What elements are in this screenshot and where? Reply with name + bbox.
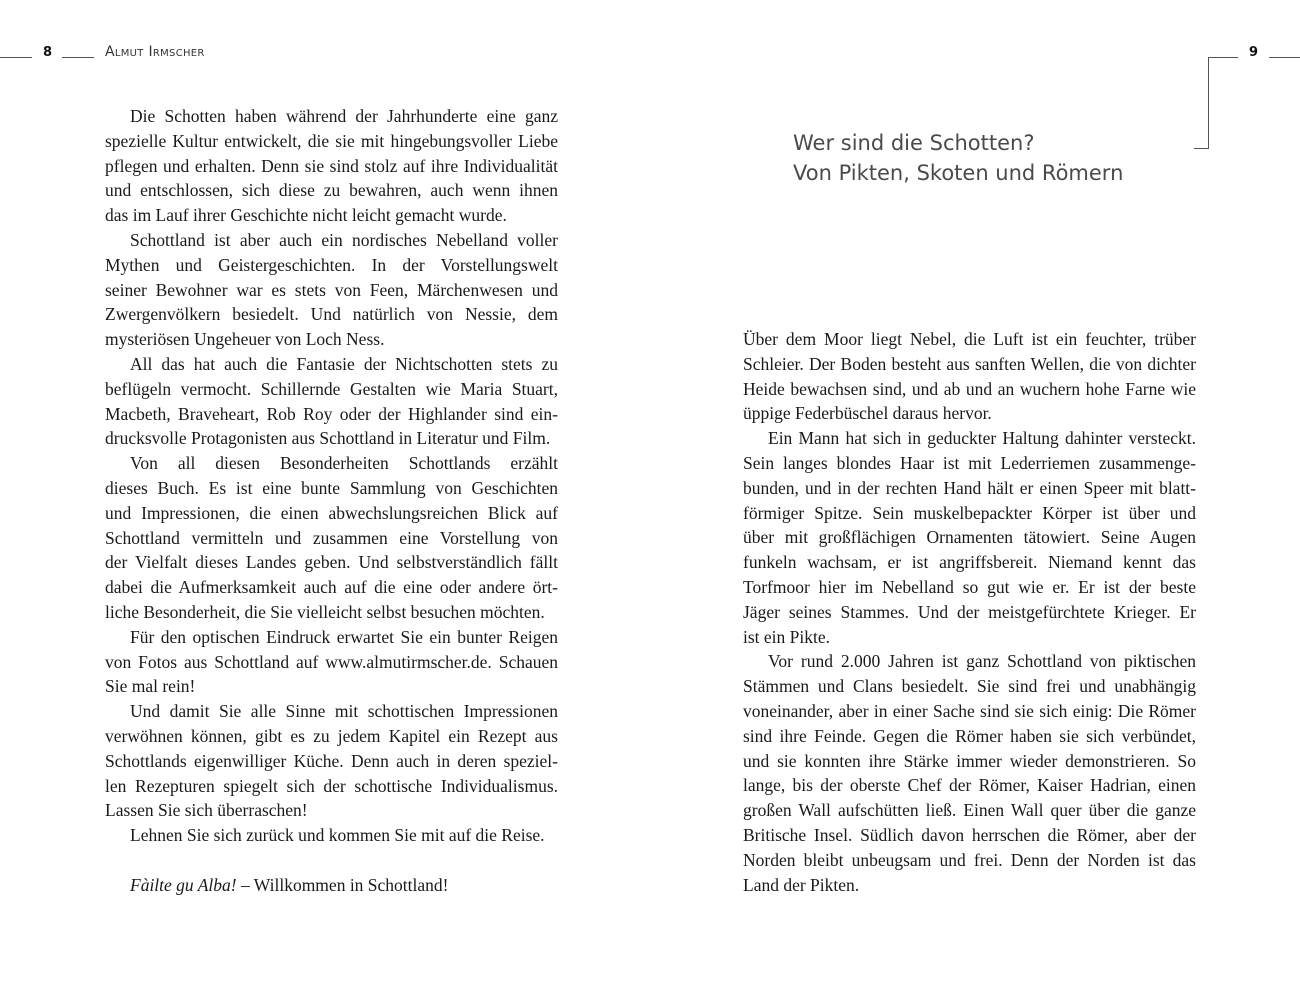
text-line: Land der Pikten.: [743, 874, 860, 895]
header-rule-left-outer: [0, 57, 32, 58]
text-line: Torfmoor hier im Nebelland so gut wie er. Er ist der beste: [743, 576, 1196, 597]
text-line: das im Lauf ihrer Geschichte nicht leicht gemacht wurde.: [105, 205, 507, 226]
header-rule-right-outer: [1269, 57, 1300, 58]
text-line: Für den optischen Eindruck erwartet Sie ein bunter Reigen: [130, 626, 558, 647]
text-line: bunden, und in der rechten Hand hält er einen Speer mit blatt-: [743, 477, 1196, 498]
text-line: lange, bis der oberste Chef der Römer, Kaiser Hadrian, einen: [743, 775, 1196, 796]
text-line: Norden bleibt unbeugsam und frei. Denn der Norden ist das: [743, 849, 1196, 870]
chapter-corner-mark-vertical: [1208, 57, 1209, 149]
closing-motto: [105, 873, 558, 898]
paragraph: [105, 451, 558, 625]
text-line: Sie mal rein!: [105, 676, 196, 697]
text-line: Vor rund 2.000 Jahren ist ganz Schottland von piktischen: [768, 651, 1196, 672]
text-line: sind ihre Feinde. Gegen die Römer haben sie sich verbündet,: [743, 725, 1196, 746]
text-line: und sie konnten ihre Stärke immer wieder demonstrieren. So: [743, 750, 1196, 771]
text-line: über mit großflächigen Ornamenten tätowiert. Seine Augen: [743, 527, 1196, 548]
motto-translation: – Willkommen in Schottland!: [236, 874, 449, 895]
text-line: Schleier. Der Boden besteht aus sanften Wellen, die von dichter: [743, 353, 1196, 374]
text-line: Ein Mann hat sich in geduckter Haltung dahinter versteckt.: [768, 428, 1196, 449]
text-line: großen Wall aufschütten ließ. Einen Wall quer über die ganze: [743, 800, 1196, 821]
paragraph: [743, 649, 1196, 897]
text-line: Macbeth, Braveheart, Rob Roy oder der Highlander sind ein-: [105, 403, 558, 424]
paragraph: [743, 426, 1196, 649]
text-line: Zwergenvölkern besiedelt. Und natürlich von Nessie, dem: [105, 304, 558, 325]
text-line: len Rezepturen spiegelt sich der schottische Individualismus.: [105, 775, 558, 796]
page-number-right: 9: [1249, 45, 1259, 60]
text-line: Schottland vermitteln und zusammen eine Vorstellung von: [105, 527, 558, 548]
text-line: der Vielfalt dieses Landes geben. Und selbstverständlich fällt: [105, 552, 558, 573]
left-page-body: [105, 104, 558, 898]
text-line: Heide bewachsen sind, und ab und an wuchern hohe Farne wie: [743, 378, 1196, 399]
text-line: und Impressionen, die einen abwechslungsreichen Blick auf: [105, 502, 558, 523]
text-line: All das hat auch die Fantasie der Nichtschotten stets zu: [130, 353, 558, 374]
right-page-body: [743, 327, 1196, 897]
text-line: liche Besonderheit, die Sie vielleicht selbst besuchen möchten.: [105, 601, 545, 622]
text-line: verwöhnen können, gibt es zu jedem Kapitel ein Rezept aus: [105, 725, 558, 746]
text-line: Schottlands eigenwilliger Küche. Denn auch in deren speziel-: [105, 750, 558, 771]
text-line: Lassen Sie sich überraschen!: [105, 800, 308, 821]
text-line: und entschlossen, sich diese zu bewahren, auch wenn ihnen: [105, 180, 558, 201]
header-rule-left-inner: [62, 57, 94, 58]
text-line: seiner Bewohner war es stets von Feen, Märchenwesen und: [105, 279, 558, 300]
text-line: Von all diesen Besonderheiten Schottlands erzählt: [130, 453, 558, 474]
text-line: Jäger seines Stammes. Und der meistgefürchtete Krieger. Er: [743, 601, 1196, 622]
text-line: beflügeln vermocht. Schillernde Gestalten wie Maria Stuart,: [105, 378, 558, 399]
text-line: förmiger Spitze. Sein muskelbepackter Körper ist über und: [743, 502, 1196, 523]
text-line: spezielle Kultur entwickelt, die sie mit hingebungsvoller Liebe: [105, 130, 558, 151]
running-head-author: Almut Irmscher: [105, 44, 205, 60]
text-line: mysteriösen Ungeheuer von Loch Ness.: [105, 329, 385, 350]
text-line: funkeln wachsam, er ist angriffsbereit. Niemand kennt das: [743, 552, 1196, 573]
chapter-title-line-2: Von Pikten, Skoten und Römern: [793, 161, 1124, 185]
text-line: von Fotos aus Schottland auf www.almutirmscher.de. Schauen: [105, 651, 558, 672]
paragraph: [743, 327, 1196, 426]
blank-line: [105, 848, 558, 873]
text-line: Stämmen und Clans besiedelt. Sie sind frei und unabhängig: [743, 676, 1196, 697]
text-line: Über dem Moor liegt Nebel, die Luft ist ein feuchter, trüber: [743, 329, 1196, 349]
paragraph: [105, 699, 558, 823]
paragraph: [105, 625, 558, 699]
text-line: Schottland ist aber auch ein nordisches Nebelland voller: [130, 229, 558, 250]
text-line: Britische Insel. Südlich davon herrschen die Römer, aber der: [743, 824, 1196, 845]
text-line: üppige Federbüschel daraus hervor.: [743, 403, 992, 424]
chapter-title: [793, 128, 1123, 188]
chapter-title-line-1: Wer sind die Schotten?: [793, 131, 1035, 155]
text-line: Sein langes blondes Haar ist mit Lederriemen zusammenge-: [743, 452, 1196, 473]
paragraph: [105, 823, 558, 848]
text-line: Lehnen Sie sich zurück und kommen Sie mit auf die Reise.: [130, 825, 545, 846]
text-line: Die Schotten haben während der Jahrhunderte eine ganz: [130, 106, 558, 126]
text-line: voneinander, aber in einer Sache sind sie sich einig: Die Römer: [743, 700, 1196, 721]
text-line: dabei die Aufmerksamkeit auch auf die eine oder andere ört-: [105, 577, 558, 598]
paragraph: [105, 104, 558, 228]
motto-gaelic: Fàilte gu Alba!: [130, 874, 237, 895]
text-line: Mythen und Geistergeschichten. In der Vorstellungswelt: [105, 254, 558, 275]
paragraph: [105, 352, 558, 451]
page-number-left: 8: [43, 45, 53, 60]
text-line: drucksvolle Protagonisten aus Schottland in Literatur und Film.: [105, 428, 551, 449]
chapter-corner-mark-foot: [1194, 148, 1209, 149]
text-line: Und damit Sie alle Sinne mit schottischen Impressionen: [130, 701, 558, 722]
text-line: pflegen und erhalten. Denn sie sind stolz auf ihre Individualität: [105, 155, 558, 176]
text-line: ist ein Pikte.: [743, 626, 831, 647]
paragraph: [105, 228, 558, 352]
header-rule-right-corner: [1208, 57, 1238, 58]
text-line: dieses Buch. Es ist eine bunte Sammlung von Geschichten: [105, 477, 558, 498]
